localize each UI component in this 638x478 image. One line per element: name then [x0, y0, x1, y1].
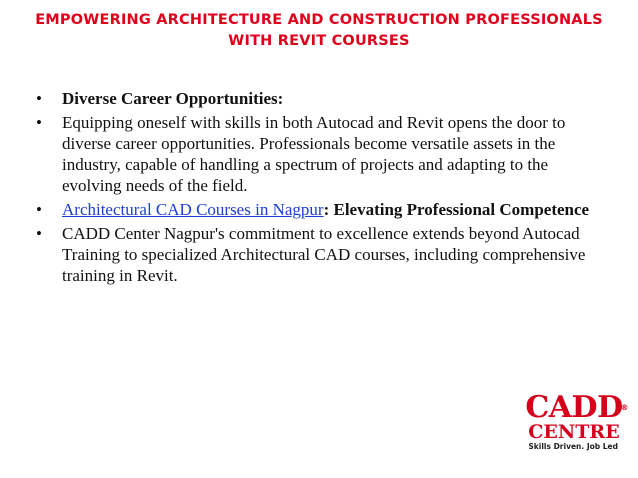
bullet-item-1 — [36, 88, 596, 109]
cadd-centre-logo — [524, 390, 628, 452]
bullet-item-2 — [36, 112, 596, 196]
bullet-text-career: Equipping oneself with skills in both Autocad and Revit opens the door to diverse career opportunities. Professionals become versatile assets in the industry, capable of handling a spectrum of projects and adapting to the evolving needs of the field. — [62, 113, 566, 195]
bullet-item-3 — [36, 199, 596, 220]
bullet-list — [36, 88, 596, 289]
slide-title — [20, 10, 618, 52]
bullet-item-4 — [36, 223, 596, 286]
bullet-dot: • — [36, 113, 42, 132]
bullet-dot: • — [36, 224, 42, 243]
slide-title-line-1: EMPOWERING ARCHITECTURE AND CONSTRUCTION PROFESSIONALS — [35, 12, 603, 28]
logo-line-1: CADD — [525, 390, 623, 425]
bullet-dot: • — [36, 200, 42, 219]
bullet-text-commitment: CADD Center Nagpur's commitment to excellence extends beyond Autocad Training to specialized Architectural CAD courses, including comprehensive training in Revit. — [62, 224, 586, 285]
logo-cadd-text — [524, 390, 628, 425]
bullet-dot: • — [36, 89, 42, 108]
slide-title-line-2: WITH REVIT COURSES — [228, 33, 410, 49]
bullet-heading-competence: : Elevating Professional Competence — [323, 200, 590, 219]
registered-mark: ® — [620, 403, 628, 412]
bullet-heading-career: Diverse Career Opportunities: — [62, 89, 284, 108]
logo-line-2: CENTRE — [528, 421, 620, 443]
logo-tagline: Skills Driven. Job Led — [528, 442, 618, 451]
architectural-cad-courses-link[interactable]: Architectural CAD Courses in Nagpur — [62, 200, 324, 219]
